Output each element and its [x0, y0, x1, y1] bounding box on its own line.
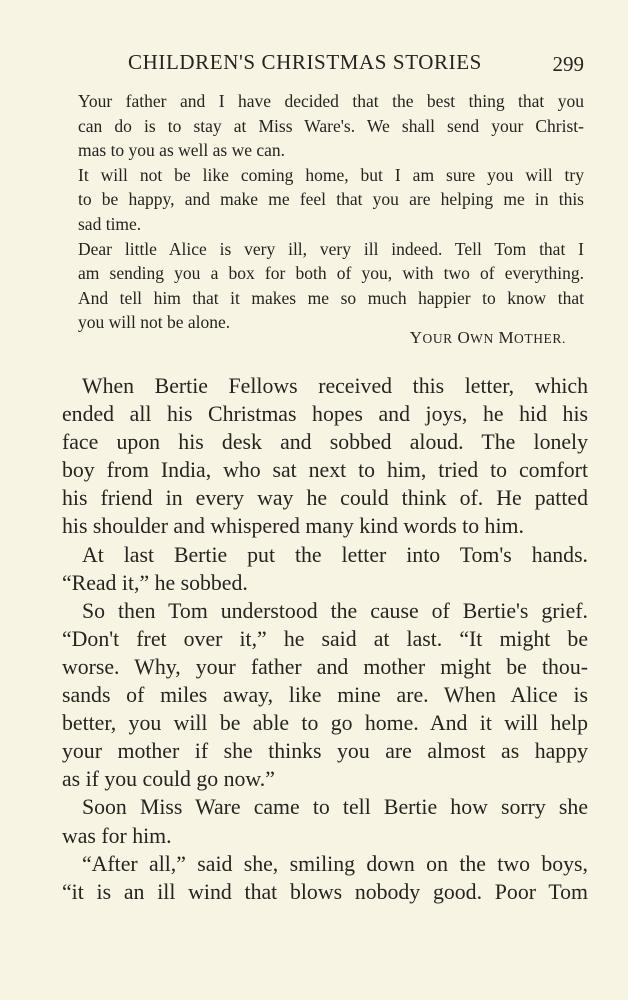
story-line: sands of miles away, like mine are. When Alice is [62, 683, 588, 708]
letter-line: mas to you as well as we can. [78, 140, 286, 161]
letter-line: you will not be alone. [78, 312, 231, 333]
letter-text [78, 89, 584, 335]
story-line: boy from India, who sat next to him, tried to comfort [62, 458, 588, 483]
story-line: “After all,” said she, smiling down on the two boys, [82, 851, 588, 876]
story-line: Soon Miss Ware came to tell Bertie how sorry she [82, 795, 588, 820]
letter-line: It will not be like coming home, but I am sure you will try [78, 164, 584, 185]
letter-line: to be happy, and make me feel that you are helping me in this [78, 189, 584, 210]
running-head: CHILDREN'S CHRISTMAS STORIES [128, 50, 482, 74]
letter-line: And tell him that it makes me so much happier to know that [78, 287, 584, 308]
story-line: his friend in every way he could think of. He patted [62, 486, 588, 511]
story-line: worse. Why, your father and mother might be thou- [62, 654, 588, 679]
page-header [78, 50, 584, 80]
story-line: better, you will be able to go home. And it will help [62, 711, 588, 736]
letter-line: Dear little Alice is very ill, very ill indeed. Tell Tom that I [78, 238, 584, 259]
letter-line: am sending you a box for both of you, with two of everything. [78, 263, 584, 284]
story-line: At last Bertie put the letter into Tom's hands. [82, 542, 588, 567]
story-line: “Read it,” he sobbed. [62, 570, 248, 595]
letter-line: sad time. [78, 213, 142, 234]
story-text [62, 372, 588, 906]
page-number: 299 [552, 52, 584, 76]
letter-line: can do is to stay at Miss Ware's. We shall send your Christ- [78, 115, 584, 136]
story-line: When Bertie Fellows received this letter, which [82, 374, 588, 398]
story-line: face upon his desk and sobbed aloud. The lonely [62, 430, 588, 455]
story-line: his shoulder and whispered many kind words to him. [62, 514, 524, 539]
story-line: “it is an ill wind that blows nobody good. Poor Tom [62, 879, 588, 904]
story-line: was for him. [62, 823, 172, 848]
letter-signature: YOUR OWN MOTHER. [409, 328, 566, 347]
letter-line: Your father and I have decided that the best thing that you [78, 91, 584, 111]
story-line: So then Tom understood the cause of Bertie's grief. [82, 598, 588, 623]
story-line: as if you could go now.” [62, 767, 275, 792]
story-line: ended all his Christmas hopes and joys, he hid his [62, 402, 588, 427]
story-line: “Don't fret over it,” he said at last. “It might be [62, 626, 588, 651]
story-line: your mother if she thinks you are almost as happy [62, 739, 588, 764]
